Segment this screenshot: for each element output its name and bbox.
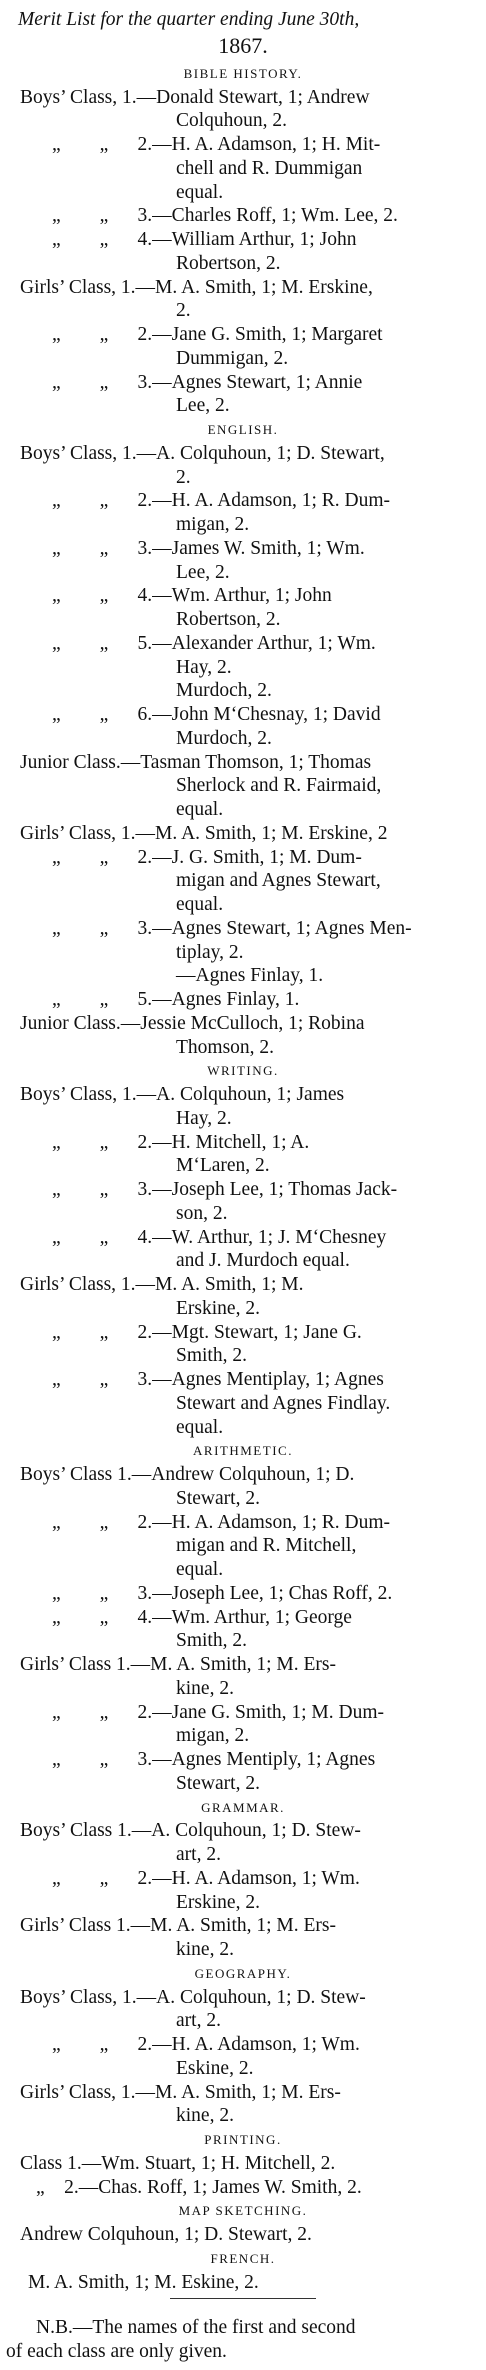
list-line: Sherlock and R. Fairmaid, bbox=[176, 775, 382, 796]
list-line: Class 1.—Wm. Stuart, 1; H. Mitchell, 2. bbox=[20, 2153, 336, 2174]
list-line: Boys’ Class, 1.—A. Colquhoun, 1; James bbox=[20, 1084, 345, 1105]
list-line: migan, 2. bbox=[176, 1725, 250, 1746]
list-line: Lee, 2. bbox=[176, 562, 230, 583]
list-line: equal. bbox=[176, 1559, 224, 1580]
list-line: M‘Laren, 2. bbox=[176, 1155, 270, 1176]
list-line: Smith, 2. bbox=[176, 1345, 247, 1366]
list-line: „ „ 2.—H. A. Adamson, 1; H. Mit- bbox=[52, 134, 381, 155]
list-line: Stewart, 2. bbox=[176, 1488, 260, 1509]
list-line: and J. Murdoch equal. bbox=[176, 1250, 350, 1271]
section-heading: ARITHMETIC. bbox=[193, 1443, 293, 1458]
list-line: Boys’ Class, 1.—Donald Stewart, 1; Andrew bbox=[20, 87, 370, 108]
list-line: Junior Class.—Tasman Thomson, 1; Thomas bbox=[20, 752, 372, 773]
list-line: Stewart and Agnes Findlay. bbox=[176, 1393, 391, 1414]
list-line: tiplay, 2. bbox=[176, 942, 244, 963]
list-line: „ „ 3.—Charles Roff, 1; Wm. Lee, 2. bbox=[52, 205, 398, 226]
list-line: 2. bbox=[176, 467, 191, 488]
list-line: equal. bbox=[176, 799, 224, 820]
list-line: N.B.—The names of the first and second bbox=[36, 2317, 356, 2338]
list-line: migan and R. Mitchell, bbox=[176, 1535, 357, 1556]
list-line: Girls’ Class 1.—M. A. Smith, 1; M. Ers- bbox=[20, 1915, 336, 1936]
list-line: Girls’ Class, 1.—M. A. Smith, 1; M. Erskine, 2 bbox=[20, 823, 388, 844]
list-line: equal. bbox=[176, 1417, 224, 1438]
section-heading: GRAMMAR. bbox=[201, 1800, 285, 1815]
list-line: „ „ 2.—J. G. Smith, 1; M. Dum- bbox=[52, 847, 362, 868]
list-line: „ „ 3.—Agnes Mentiply, 1; Agnes bbox=[52, 1749, 376, 1770]
list-line: „ „ 2.—Jane G. Smith, 1; Margaret bbox=[52, 324, 383, 345]
list-line: migan, 2. bbox=[176, 514, 250, 535]
section-heading: FRENCH. bbox=[210, 2251, 276, 2266]
list-line: „ „ 3.—Agnes Mentiplay, 1; Agnes bbox=[52, 1369, 384, 1390]
list-line: „ „ 4.—William Arthur, 1; John bbox=[52, 229, 357, 250]
list-line: Andrew Colquhoun, 1; D. Stewart, 2. bbox=[20, 2224, 312, 2245]
list-line: Lee, 2. bbox=[176, 395, 230, 416]
list-line: son, 2. bbox=[176, 1203, 228, 1224]
section-heading: PRINTING. bbox=[204, 2132, 282, 2147]
list-line: „ „ 3.—James W. Smith, 1; Wm. bbox=[52, 538, 365, 559]
list-line: „ „ 5.—Alexander Arthur, 1; Wm. bbox=[52, 633, 376, 654]
list-line: art, 2. bbox=[176, 1844, 221, 1865]
list-line: „ „ 2.—H. A. Adamson, 1; R. Dum- bbox=[52, 1512, 390, 1533]
list-line: Girls’ Class, 1.—M. A. Smith, 1; M. Ers- bbox=[20, 2082, 341, 2103]
footnote-divider bbox=[170, 2298, 316, 2299]
list-line: „ „ 6.—John M‘Chesnay, 1; David bbox=[52, 704, 381, 725]
list-line: Smith, 2. bbox=[176, 1630, 247, 1651]
list-line: „ „ 4.—Wm. Arthur, 1; John bbox=[52, 585, 332, 606]
list-line: Boys’ Class, 1.—A. Colquhoun, 1; D. Stewart, bbox=[20, 443, 385, 464]
section-heading: WRITING. bbox=[207, 1063, 279, 1078]
list-line: „ „ 2.—H. Mitchell, 1; A. bbox=[52, 1132, 310, 1153]
section-heading: MAP SKETCHING. bbox=[178, 2203, 308, 2218]
list-line: Dummigan, 2. bbox=[176, 348, 289, 369]
list-line: of each class are only given. bbox=[6, 2341, 227, 2362]
list-line: „ „ 3.—Agnes Stewart, 1; Agnes Men- bbox=[52, 918, 412, 939]
list-line: Junior Class.—Jessie McCulloch, 1; Robina bbox=[20, 1013, 365, 1034]
list-line: „ „ 4.—Wm. Arthur, 1; George bbox=[52, 1607, 352, 1628]
merit-list-title: Merit List for the quarter ending June 30th, bbox=[18, 9, 360, 30]
list-line: kine, 2. bbox=[176, 1939, 234, 1960]
list-line: Erskine, 2. bbox=[176, 1298, 260, 1319]
section-heading: GEOGRAPHY. bbox=[194, 1966, 292, 1981]
list-line: „ „ 2.—H. A. Adamson, 1; Wm. bbox=[52, 2034, 360, 2055]
list-line: Hay, 2. bbox=[176, 1108, 232, 1129]
list-line: Stewart, 2. bbox=[176, 1773, 260, 1794]
list-line: „ „ 2.—H. A. Adamson, 1; R. Dum- bbox=[52, 490, 390, 511]
list-line: Boys’ Class, 1.—A. Colquhoun, 1; D. Stew- bbox=[20, 1987, 366, 2008]
list-line: Thomson, 2. bbox=[176, 1037, 275, 1058]
list-line: „ „ 2.—Jane G. Smith, 1; M. Dum- bbox=[52, 1702, 385, 1723]
list-line: Robertson, 2. bbox=[176, 609, 281, 630]
list-line: Boys’ Class 1.—A. Colquhoun, 1; D. Stew- bbox=[20, 1820, 361, 1841]
list-line: „ „ 3.—Joseph Lee, 1; Chas Roff, 2. bbox=[52, 1583, 393, 1604]
list-line: Girls’ Class 1.—M. A. Smith, 1; M. Ers- bbox=[20, 1654, 336, 1675]
list-line: Robertson, 2. bbox=[176, 253, 281, 274]
list-line: „ „ 4.—W. Arthur, 1; J. M‘Chesney bbox=[52, 1227, 387, 1248]
list-line: „ „ 3.—Agnes Stewart, 1; Annie bbox=[52, 372, 363, 393]
list-line: 2. bbox=[176, 300, 191, 321]
list-line: Murdoch, 2. bbox=[176, 680, 272, 701]
list-line: Boys’ Class 1.—Andrew Colquhoun, 1; D. bbox=[20, 1464, 355, 1485]
section-heading: ENGLISH. bbox=[207, 422, 279, 437]
list-line: „ „ 3.—Joseph Lee, 1; Thomas Jack- bbox=[52, 1179, 398, 1200]
list-line: Hay, 2. bbox=[176, 657, 232, 678]
section-heading: BIBLE HISTORY. bbox=[183, 66, 303, 81]
list-line: „ „ 2.—H. A. Adamson, 1; Wm. bbox=[52, 1868, 360, 1889]
list-line: art, 2. bbox=[176, 2010, 221, 2031]
list-line: equal. bbox=[176, 894, 224, 915]
list-line: Erskine, 2. bbox=[176, 1892, 260, 1913]
list-line: equal. bbox=[176, 182, 224, 203]
list-line: Girls’ Class, 1.—M. A. Smith, 1; M. Erskine, bbox=[20, 277, 373, 298]
list-line: Murdoch, 2. bbox=[176, 728, 272, 749]
list-line: Colquhoun, 2. bbox=[176, 110, 288, 131]
list-line: „ „ 2.—Mgt. Stewart, 1; Jane G. bbox=[52, 1322, 362, 1343]
list-line: migan and Agnes Stewart, bbox=[176, 870, 381, 891]
list-line: M. A. Smith, 1; M. Eskine, 2. bbox=[28, 2272, 259, 2293]
year-heading: 1867. bbox=[218, 33, 268, 58]
list-line: chell and R. Dummigan bbox=[176, 158, 363, 179]
list-line: „ 2.—Chas. Roff, 1; James W. Smith, 2. bbox=[36, 2177, 362, 2198]
list-line: kine, 2. bbox=[176, 1678, 234, 1699]
list-line: Eskine, 2. bbox=[176, 2058, 254, 2079]
list-line: —Agnes Finlay, 1. bbox=[176, 965, 324, 986]
list-line: Girls’ Class, 1.—M. A. Smith, 1; M. bbox=[20, 1274, 304, 1295]
list-line: kine, 2. bbox=[176, 2105, 234, 2126]
list-line: „ „ 5.—Agnes Finlay, 1. bbox=[52, 989, 300, 1010]
